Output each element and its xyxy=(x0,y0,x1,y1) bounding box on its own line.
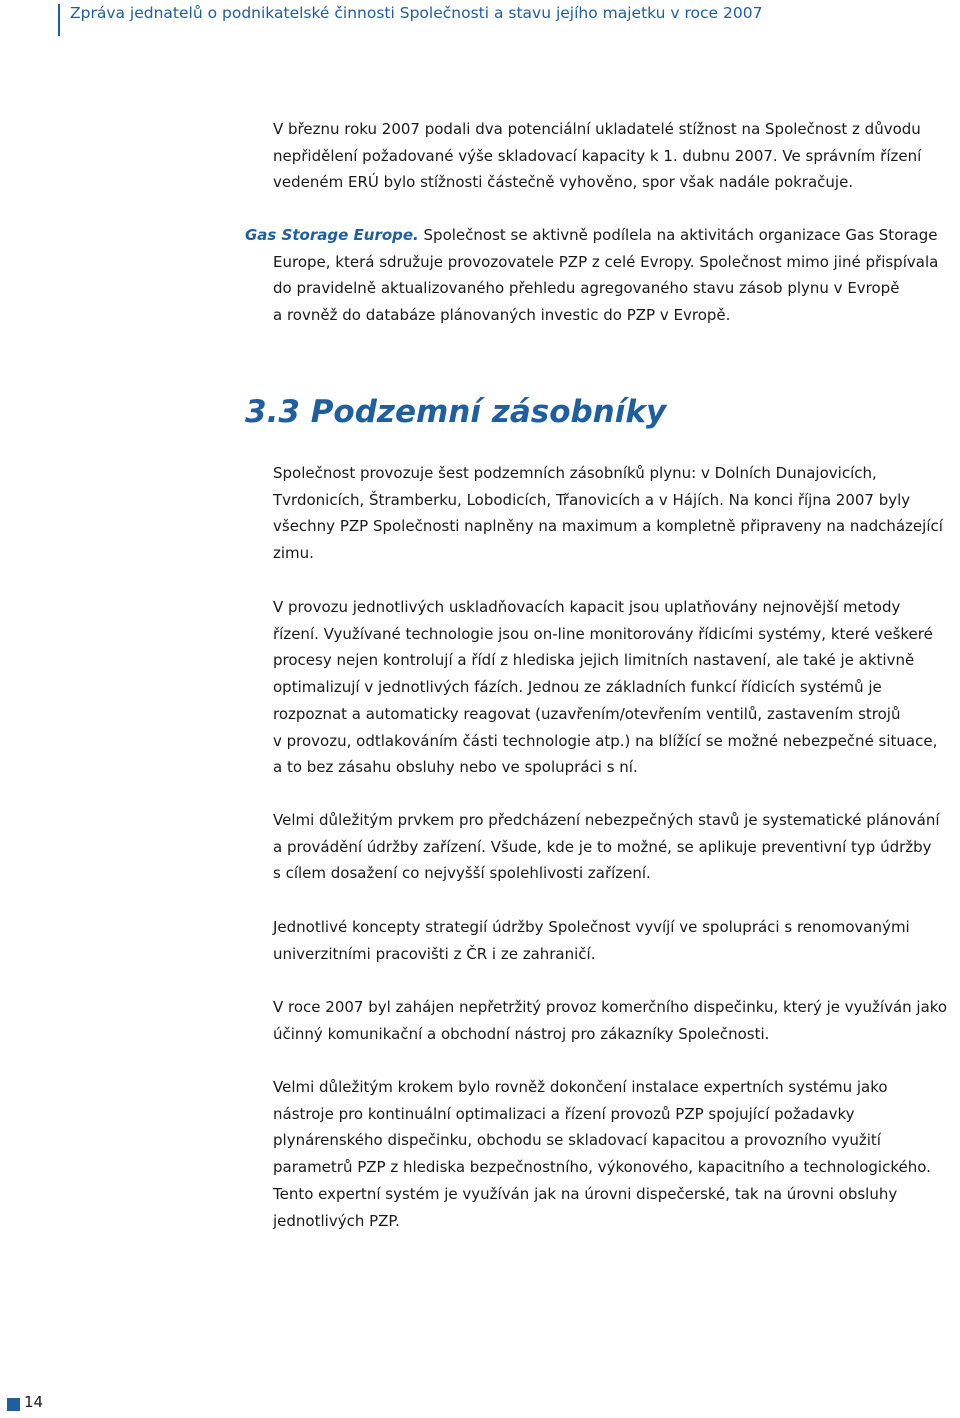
text-line: plynárenského dispečinku, obchodu se skladovací kapacitou a provozního využití xyxy=(273,1131,881,1150)
gas-storage-europe-lead: Gas Storage Europe. xyxy=(245,226,419,244)
text-line: nepřidělení požadované výše skladovací kapacity k 1. dubnu 2007. Ve správním řízení xyxy=(273,146,922,165)
text-line: V roce 2007 byl zahájen nepřetržitý provoz komerčního dispečinku, který je využíván jako xyxy=(273,998,948,1016)
text-line: Velmi důležitým krokem bylo rovněž dokončení instalace expertních systému jako xyxy=(273,1078,888,1096)
text-fragment: Společnost se aktivně podílela na aktivitách organizace Gas Storage xyxy=(418,226,938,244)
text-line: všechny PZP Společnosti naplněny na maximum a kompletně připraveny na nadcházející xyxy=(273,517,943,536)
text-line: s cílem dosažení co nejvyšší spolehlivosti zařízení. xyxy=(273,864,651,883)
text-line: účinný komunikační a obchodní nástroj pro zákazníky Společnosti. xyxy=(273,1024,770,1043)
text-line: jednotlivých PZP. xyxy=(273,1211,400,1230)
text-line: nástroje pro kontinuální optimalizaci a řízení provozů PZP spojující požadavky xyxy=(273,1104,855,1123)
text-line: do pravidelně aktualizovaného přehledu agregovaného stavu zásob plynu v Evropě xyxy=(273,279,900,298)
text-line: Velmi důležitým prvkem pro předcházení nebezpečných stavů je systematické plánování xyxy=(273,811,940,829)
text-line: Tvrdonicích, Štramberku, Lobodicích, Třanovicích a v Hájích. Na konci října 2007 byly xyxy=(273,490,911,509)
header-rule xyxy=(58,4,60,36)
text-line: a to bez zásahu obsluhy nebo ve spolupráci s ní. xyxy=(273,758,638,777)
section-paragraph-3 xyxy=(273,807,940,887)
intro-paragraph-1 xyxy=(273,116,921,196)
text-line xyxy=(245,222,938,249)
page-marker-square xyxy=(7,1398,20,1411)
intro-paragraph-2 xyxy=(245,222,939,329)
text-line: zimu. xyxy=(273,544,314,563)
text-line: V březnu roku 2007 podali dva potenciální ukladatelé stížnost na Společnost z důvodu xyxy=(273,120,921,138)
text-line: a rovněž do databáze plánovaných investic do PZP v Evropě. xyxy=(273,306,731,325)
section-title: 3.3 Podzemní zásobníky xyxy=(245,394,667,430)
text-line: Europe, která sdružuje provozovatele PZP z celé Evropy. Společnost mimo jiné přispívala xyxy=(273,252,939,271)
text-line: V provozu jednotlivých uskladňovacích kapacit jsou uplatňovány nejnovější metody xyxy=(273,598,901,616)
text-line: vedeném ERÚ bylo stížnosti částečně vyhověno, spor však nadále pokračuje. xyxy=(273,173,854,192)
text-line: rozpoznat a automaticky reagovat (uzavřením/otevřením ventilů, zastavením strojů xyxy=(273,704,901,723)
text-line: Společnost provozuje šest podzemních zásobníků plynu: v Dolních Dunajovicích, xyxy=(273,464,877,482)
text-line: a provádění údržby zařízení. Všude, kde je to možné, se aplikuje preventivní typ údržby xyxy=(273,837,932,856)
text-line: univerzitními pracovišti z ČR i ze zahraničí. xyxy=(273,944,596,963)
text-line: optimalizují v jednotlivých fázích. Jednou ze základních funkcí řídicích systémů je xyxy=(273,678,882,697)
text-line: řízení. Využívané technologie jsou on-line monitorovány řídicími systémy, které veškeré xyxy=(273,624,933,643)
section-paragraph-6 xyxy=(273,1074,931,1234)
text-line: Jednotlivé koncepty strategií údržby Společnost vyvíjí ve spolupráci s renomovanými xyxy=(273,918,910,936)
text-line: v provozu, odtlakováním části technologie atp.) na blížící se možné nebezpečné situace, xyxy=(273,731,938,750)
section-paragraph-2 xyxy=(273,594,937,781)
section-paragraph-1 xyxy=(273,460,943,567)
text-line: Tento expertní systém je využíván jak na úrovni dispečerské, tak na úrovni obsluhy xyxy=(273,1184,898,1203)
section-paragraph-5 xyxy=(273,994,947,1047)
text-line: procesy nejen kontrolují a řídí z hlediska jejich limitních nastavení, ale také je aktivně xyxy=(273,651,915,670)
running-title: Zpráva jednatelů o podnikatelské činnosti Společnosti a stavu jejího majetku v roce 2007 xyxy=(70,4,763,22)
text-line: parametrů PZP z hlediska bezpečnostního, výkonového, kapacitního a technologického. xyxy=(273,1158,931,1177)
section-paragraph-4 xyxy=(273,914,910,967)
page-number: 14 xyxy=(24,1393,44,1411)
